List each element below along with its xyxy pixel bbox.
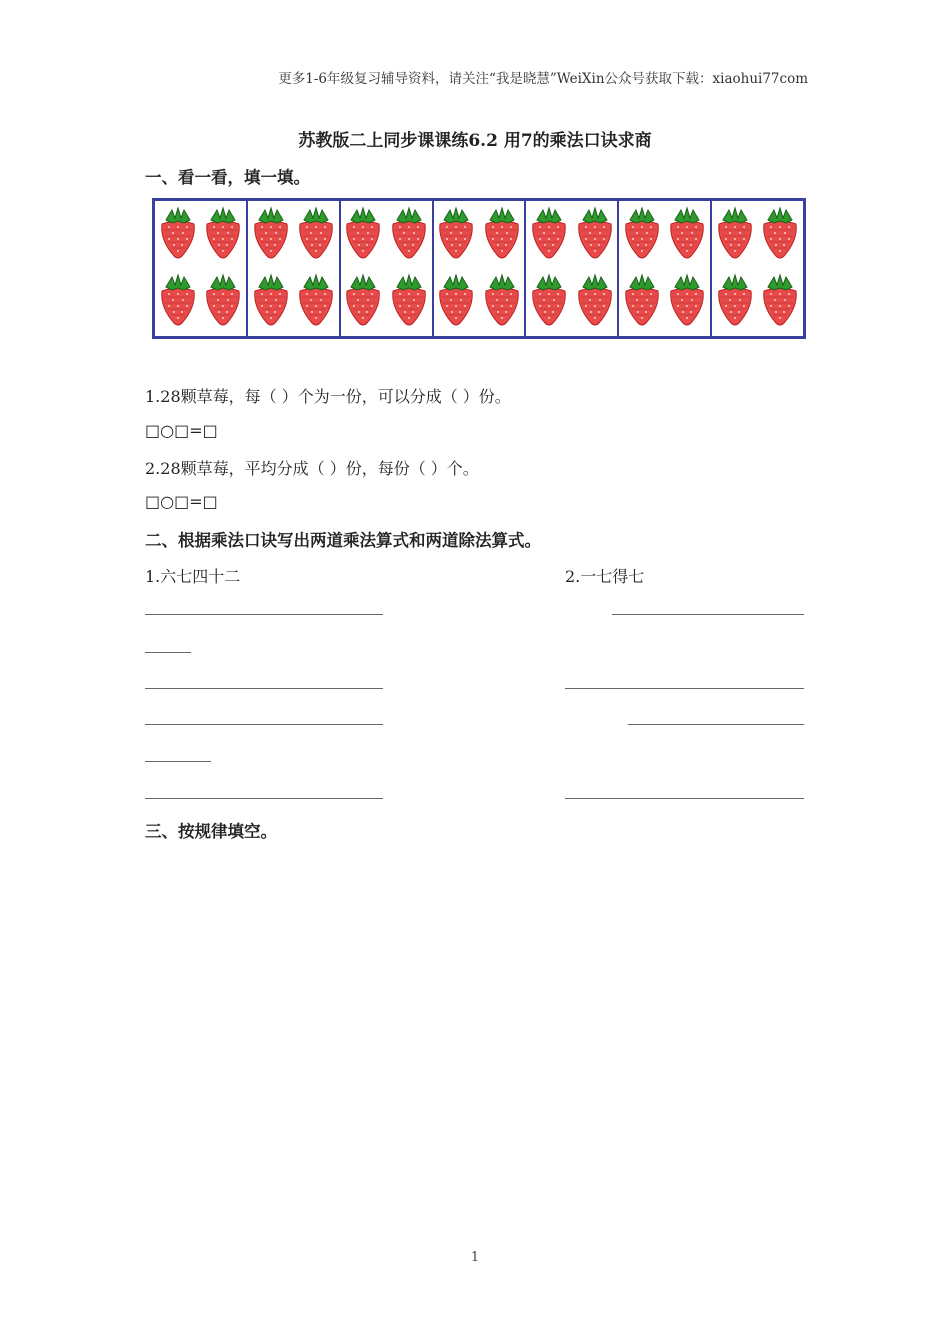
strawberry-icon xyxy=(482,206,522,264)
answer-line[interactable] xyxy=(145,798,383,799)
strawberry-icon xyxy=(436,206,476,264)
strawberry-group xyxy=(155,201,248,336)
strawberry-icon xyxy=(343,206,383,264)
page-number: 1 xyxy=(470,1250,480,1265)
strawberry-icon xyxy=(251,206,291,264)
answer-line[interactable] xyxy=(628,724,804,725)
strawberry-icon xyxy=(296,206,336,264)
strawberry-icon xyxy=(715,273,755,331)
strawberry-group xyxy=(619,201,712,336)
strawberry-group xyxy=(341,201,434,336)
item-2-rhyme: 2.一七得七 xyxy=(565,567,645,586)
formula-2: □○□=□ xyxy=(145,492,218,511)
formula-1: □○□=□ xyxy=(145,421,218,440)
strawberry-grid xyxy=(152,198,806,339)
strawberry-icon xyxy=(389,273,429,331)
answer-line[interactable] xyxy=(145,614,383,615)
item-1-rhyme: 1.六七四十二 xyxy=(145,567,241,586)
strawberry-icon xyxy=(529,206,569,264)
strawberry-icon xyxy=(343,273,383,331)
answer-line[interactable] xyxy=(145,652,191,653)
strawberry-icon xyxy=(203,273,243,331)
strawberry-icon xyxy=(715,206,755,264)
strawberry-icon xyxy=(667,206,707,264)
answer-line[interactable] xyxy=(612,614,804,615)
section2-heading: 二、根据乘法口诀写出两道乘法算式和两道除法算式。 xyxy=(145,531,541,550)
strawberry-icon xyxy=(622,273,662,331)
answer-line[interactable] xyxy=(565,688,804,689)
answer-line[interactable] xyxy=(145,761,211,762)
question-1: 1.28颗草莓，每（ ）个为一份，可以分成（ ）份。 xyxy=(145,387,511,406)
section1-heading: 一、看一看，填一填。 xyxy=(145,168,310,187)
strawberry-group xyxy=(434,201,527,336)
strawberry-icon xyxy=(251,273,291,331)
strawberry-group xyxy=(526,201,619,336)
answer-line[interactable] xyxy=(145,724,383,725)
answer-line[interactable] xyxy=(145,688,383,689)
strawberry-icon xyxy=(203,206,243,264)
strawberry-icon xyxy=(529,273,569,331)
strawberry-icon xyxy=(575,206,615,264)
header-note: 更多1-6年级复习辅导资料，请关注“我是晓慧”WeiXin公众号获取下载：xiaohui77com xyxy=(278,71,808,87)
strawberry-group xyxy=(248,201,341,336)
strawberry-icon xyxy=(389,206,429,264)
strawberry-icon xyxy=(760,206,800,264)
strawberry-icon xyxy=(667,273,707,331)
strawberry-icon xyxy=(436,273,476,331)
question-2: 2.28颗草莓，平均分成（ ）份，每份（ ）个。 xyxy=(145,459,479,478)
strawberry-icon xyxy=(622,206,662,264)
strawberry-icon xyxy=(482,273,522,331)
strawberry-icon xyxy=(158,273,198,331)
page-title: 苏教版二上同步课课练6.2 用7的乘法口诀求商 xyxy=(298,131,652,151)
strawberry-icon xyxy=(296,273,336,331)
section3-heading: 三、按规律填空。 xyxy=(145,822,277,841)
strawberry-group xyxy=(712,201,803,336)
strawberry-icon xyxy=(760,273,800,331)
answer-line[interactable] xyxy=(565,798,804,799)
strawberry-icon xyxy=(158,206,198,264)
strawberry-icon xyxy=(575,273,615,331)
